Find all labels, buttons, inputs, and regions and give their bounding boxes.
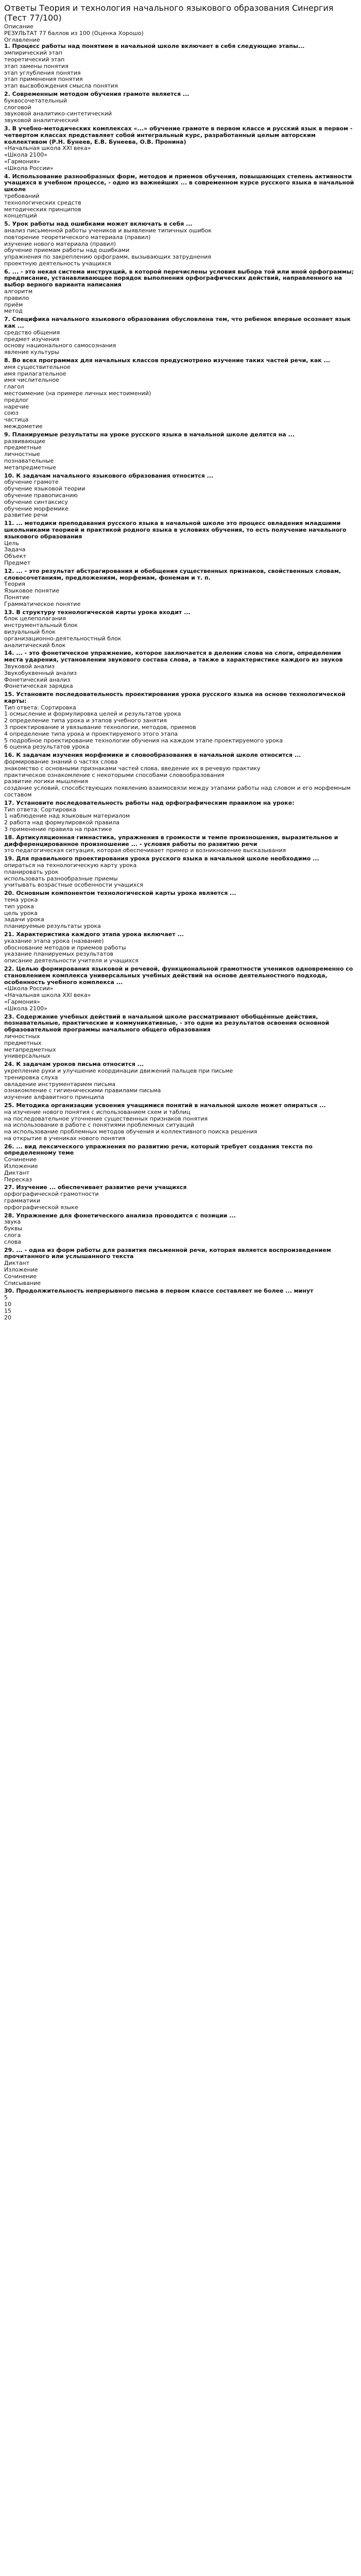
answer-option: тип урока [4,903,34,910]
answer-option: метапредметных [4,1046,56,1053]
answer-option: этап замены понятия [4,62,68,70]
answer-option: предмет изучения [4,335,60,343]
answer-option: Сочинение [4,1156,37,1163]
answer-option: «Школа России» [4,164,54,172]
answer-option: создание условий, способствующих появлению взаимосвязи между этапами работы над словом и его морфемным составом [4,785,351,799]
answer-option: организационно-деятельностный блок [4,635,122,642]
answer-option: развитие речи [4,512,48,519]
answer-option: концепций [4,212,37,219]
answer-option: слоговой [4,104,31,111]
answer-option: Понятие [4,594,30,601]
answer-option: 10 [4,1301,11,1308]
answer-option: требований [4,192,40,199]
answer-option: метапредметные [4,464,56,471]
answer-option: Объект [4,553,27,560]
page-title: Ответы Теория и технология начального языкового образования Синергия (Тест 77/100) [4,3,334,23]
answer-option: буквы [4,1225,23,1232]
question-text: 6. ... - это некая система инструкций, в которой перечислены условия выбора той или иной орфограммы; предписание, устанавливающее порядок выполнения орфографических действий, направленного на выбор верного варианта написания [4,268,354,289]
answer-option: указание планируемых результатов [4,951,114,958]
answer-option: указание этапа урока (название) [4,937,104,944]
answer-option: Тип ответа: Сортировка [4,806,76,813]
question-text: 20. Основным компонентом технологической карты урока является ... [4,890,236,897]
question-text: 28. Упражнение для фонетического анализа проводится с позиции ... [4,1212,236,1219]
answer-option: знакомство с основными признаками частей слова, введение их в речевую практику [4,765,261,772]
answer-option: предметных [4,1039,42,1046]
answer-option: упражнения по закреплению орфограмм, вызывающих затруднения [4,253,211,261]
question-text: 25. Методика организации усвоения учащимися понятий в начальной школе может опираться ... [4,1101,326,1109]
question-text: 3. В учебно-методических комплексах «...» обучение грамоте в первом классе и русский язык в первом - четвертом классах представляет собой интегральный курс, разработанный целым авторским коллективом (Р.Н. Бунеев, Е.В. Бунеева, О.В. Пронина) [4,125,353,145]
question-text: 4. Использование разнообразных форм, методов и приемов обучения, повышающих степень активности учащихся в учебном процессе, - одно из важнейших ... в современном курсе русского языка в начальной школе [4,173,354,193]
answer-option: слова [4,1238,22,1245]
answer-option: обучение языковой теории [4,485,85,493]
question-text: 23. Содержание учебных действий в начальной школе рассматривают обобщённые действия, познавательные, практические и коммуникативные, - это одни из результатов освоения основной образовательной программы начального общего образования [4,1013,330,1033]
answer-option: обучение правописанию [4,492,78,499]
answer-option: тренировка слуха [4,1074,58,1081]
answer-option: орфографической грамотности [4,1191,99,1198]
answer-option: на использование в работе с понятиями проблемных ситуаций [4,1122,195,1129]
question-text: 17. Установите последовательность работы над орфографическим правилом на уроке: [4,799,295,806]
answer-option: имя существительное [4,363,71,370]
question-text: 19. Для правильного проектирования урока русского языка в начальной школе необходимо ... [4,855,319,862]
answer-option: буквосочетательный [4,97,67,104]
answer-option: звука [4,1218,21,1226]
answer-option: проектную деятельность учащихся [4,260,111,267]
answer-option: Задача [4,546,26,553]
answer-option: этап применения понятия [4,76,83,83]
question-text: 13. В структуру технологической карты урока входит ... [4,608,191,616]
contents-label: Оглавление [4,36,40,43]
answer-option: личностных [4,1032,40,1040]
answer-option: на использование проблемных методов обучения и коллективного поиска решения [4,1128,257,1136]
answer-option: 15 [4,1307,11,1314]
answer-option: использовать разнообразные приемы [4,875,118,882]
answer-option: 1 наблюдение над языковым материалом [4,812,130,820]
answer-option: основу национального самосознания [4,342,116,349]
answer-option: Теория [4,581,25,588]
answer-option: Тип ответа: Сортировка [4,704,76,711]
answer-option: развитие логики мышления [4,778,88,785]
question-text: 29. ... - одна из форм работы для развития письменной речи, которая является воспроизведением прочитанного или услышанного текста [4,1246,331,1260]
question-text: 18. Артикуляционная гимнастика, упражнения в громкости и темпе произношения, выразительное и дифференцированное произношение ... - условия работы по развитию речи [4,834,338,848]
answer-option: 3 проектирование и увязывание технологии, методов, приемов [4,724,196,731]
answer-option: этап высвобождения смысла понятия [4,82,118,90]
answer-option: наречие [4,403,29,410]
answer-option: «Гармония» [4,998,40,1005]
answer-option: теоретический этап [4,56,65,63]
answer-option: союз [4,410,19,417]
answer-option: задачи урока [4,916,44,923]
answer-option: Сочинение [4,1273,37,1280]
answer-option: обучение приемам работы над ошибками [4,247,130,254]
question-text: 24. К задачам уроков письма относится ... [4,1061,144,1068]
answer-option: 4 определение типа урока и проектируемого этого этапа [4,730,178,737]
answer-option: формирование знаний о частях слова [4,758,118,766]
answer-option: 1 осмысление и формулировка целей и результатов урока [4,710,181,718]
answer-option: эмпирический этап [4,49,62,57]
answer-option: на изучение нового понятия с использованием схем и таблиц [4,1108,191,1115]
answer-option: 2 определение типа урока и этапов учебного занятия [4,717,167,724]
answer-option: описание деятельности учителя и учащихся [4,957,139,964]
answer-option: цель урока [4,909,38,917]
answer-option: Цель [4,539,19,547]
answer-option: средство общения [4,329,60,336]
answer-option: ознакомление с гигиеническими правилами письма [4,1087,161,1094]
answer-option: Предмет [4,559,31,566]
answer-option: Фонетический анализ [4,676,71,683]
answer-option: обучение грамоте [4,479,59,486]
result-line: РЕЗУЛЬТАТ 77 баллов из 100 (Оценка Хорошо) [4,29,144,37]
answer-option: звуковой аналитический [4,117,79,124]
answer-option: планируемые результаты урока [4,923,101,930]
question-text: 1. Процесс работы над понятием в начальной школе включает в себя следующие этапы... [4,43,305,50]
answer-option: планировать урок [4,868,59,875]
answer-option: тема урока [4,896,38,903]
answer-option: частица [4,416,29,423]
answer-option: Диктант [4,1169,30,1176]
answer-option: слога [4,1232,21,1239]
question-text: 5. Урок работы над ошибками может включать в себя ... [4,221,193,228]
answer-option: правило [4,294,29,301]
answer-option: междометие [4,423,43,430]
answer-option: универсальных [4,1053,50,1060]
answer-option: «Начальная школа XXI века» [4,145,91,152]
answer-option: Звукобуквенный анализ [4,669,77,676]
answer-option: технологических средств [4,199,81,206]
answer-option: предметные [4,444,42,451]
answer-option: Языковое понятие [4,587,60,595]
answer-option: блок целеполагания [4,615,66,622]
answer-option: Диктант [4,1260,30,1267]
answer-option: анализ письменной работы учеников и выявление типичных ошибок [4,227,212,234]
answer-option: изучение алфавитного принципа [4,1094,105,1101]
answer-option: развивающие [4,437,45,445]
answer-option: 5 подробное проектирование технологии обучения на каждом этапе проектируемого урока [4,737,283,744]
answer-option: овладение инструментарием письма [4,1080,116,1088]
question-gap [4,1321,357,1323]
answer-option: грамматики [4,1197,41,1205]
answer-option: 6 оценка результатов урока [4,743,90,751]
question-text: 26. ... вид лексического упражнения по развитию речи, который требует создания текста по определенному теме [4,1143,313,1157]
questions-list [4,43,357,1323]
answer-option: на последовательное уточнение существенных признаков понятия [4,1115,208,1122]
answer-option: «Школа 2100» [4,151,47,159]
question-text: 22. Целью формирования языковой и речевой, функциональной грамотности учеников одновременно со становлением комплекса универсальных учебных действий на основе деятельностного подхода, особенность учебного комплекса ... [4,965,353,986]
answer-option: обучение синтаксису [4,498,68,505]
answer-option: изучение нового материала (правил) [4,240,116,247]
answer-option: на открытие в учениках нового понятия [4,1134,126,1142]
question-text: 2. Современным методом обучения грамоте является ... [4,90,190,97]
question-text: 30. Продолжительность непрерывного письма в первом классе составляет не более ... минут [4,1287,314,1295]
answer-option: аналитический блок [4,641,66,649]
question-text: 12. ... - это результат абстрагирования и обобщения существенных признаков, свойственных словам, словосочетаниям, предложениям, морфемам, фонемам и т. п. [4,567,341,581]
answer-option: Изложение [4,1163,38,1170]
answer-option: 3 применение правила на практике [4,826,112,833]
answer-option: явление культуры [4,349,59,356]
answer-option: познавательные [4,457,54,464]
answer-option: обучение морфемике [4,505,68,512]
question-text: 7. Специфика начального языкового образования обусловлена тем, что ребенок впервые осознает язык как ... [4,316,351,330]
answer-option: методических принципов [4,206,81,213]
description-label: Описание [4,23,33,30]
answer-option: алгоритм [4,288,33,295]
answer-option: личностные [4,451,40,458]
answer-option: обоснование методов и приемов работы [4,944,126,951]
answer-option: предлог [4,396,29,403]
answer-option: опираться на технологическую карту урока [4,862,137,869]
question-text: 21. Характеристика каждого этапа урока включает ... [4,930,184,938]
answer-option: этап углубления понятия [4,69,81,76]
question-text: 10. К задачам начального языкового образования относится ... [4,472,214,479]
question-text: 14. ... - это фонетическое упражнение, которое заключается в делении слова на слоги, определении места ударения, установлении звукового состава слова, а также в характеристике каждого из звуков [4,650,343,664]
answer-option: «Школа 2100» [4,1005,47,1012]
answer-option: Списывание [4,1279,41,1286]
question-text: 27. Изучение ... обеспечивает развитие речи учащихся [4,1184,187,1191]
answer-option: Пересказ [4,1176,32,1183]
answer-option: имя прилагательное [4,370,66,377]
answer-option: Фонетическая зарядка [4,683,73,690]
question-text: 8. Во всех программах для начальных классов предусмотрено изучение таких частей речи, как ... [4,357,331,364]
answer-option: Грамматическое понятие [4,600,81,607]
answer-option: инструментальный блок [4,622,78,629]
question-text: 15. Установите последовательность проектирования урока русского языка на основе технологической карты: [4,691,346,704]
answer-option: укрепление руки и улучшение координации движений пальцев при письме [4,1067,233,1074]
answer-option: глагол [4,383,25,391]
answer-option: Изложение [4,1266,38,1274]
question-text: 16. К задачам изучения морфемики и словообразования в начальной школе относится ... [4,752,301,759]
answer-option: практическое ознакомление с некоторыми способами словообразования [4,771,225,778]
answer-option: звуковой аналитико-синтетический [4,110,112,117]
answer-option: «Школа России» [4,985,54,992]
answer-option: Звуковой анализ [4,663,55,670]
question-text: 9. Планируемые результаты на уроке русского языка в начальной школе делятся на ... [4,431,295,438]
answer-option: это педагогическая ситуация, которая обеспечивает пример и возникновение высказывания [4,847,286,854]
answer-option: метод [4,308,23,315]
answer-option: «Гармония» [4,158,40,165]
answer-option: повторение теоретического материала (правил) [4,233,151,241]
answer-option: «Начальная школа XXI века» [4,992,91,999]
question-text: 11. ... методики преподавания русского языка в начальной школе это процесс овладения младшими школьниками теорией и практикой родного языка в условиях обучения, то есть получение начального языкового образования [4,520,347,540]
answer-option: 2 работа над формулировкой правила [4,819,120,826]
answer-option: местоимение (на примере личных местоимений) [4,390,151,397]
answer-option: имя числительное [4,377,59,384]
answer-option: визуальный блок [4,628,56,635]
answer-option: приём [4,301,23,308]
answer-option: 20 [4,1314,11,1321]
answer-option: учитывать возрастные особенности учащихся [4,882,143,889]
answer-option: орфографической языке [4,1204,78,1211]
answer-option: 5 [4,1294,8,1301]
